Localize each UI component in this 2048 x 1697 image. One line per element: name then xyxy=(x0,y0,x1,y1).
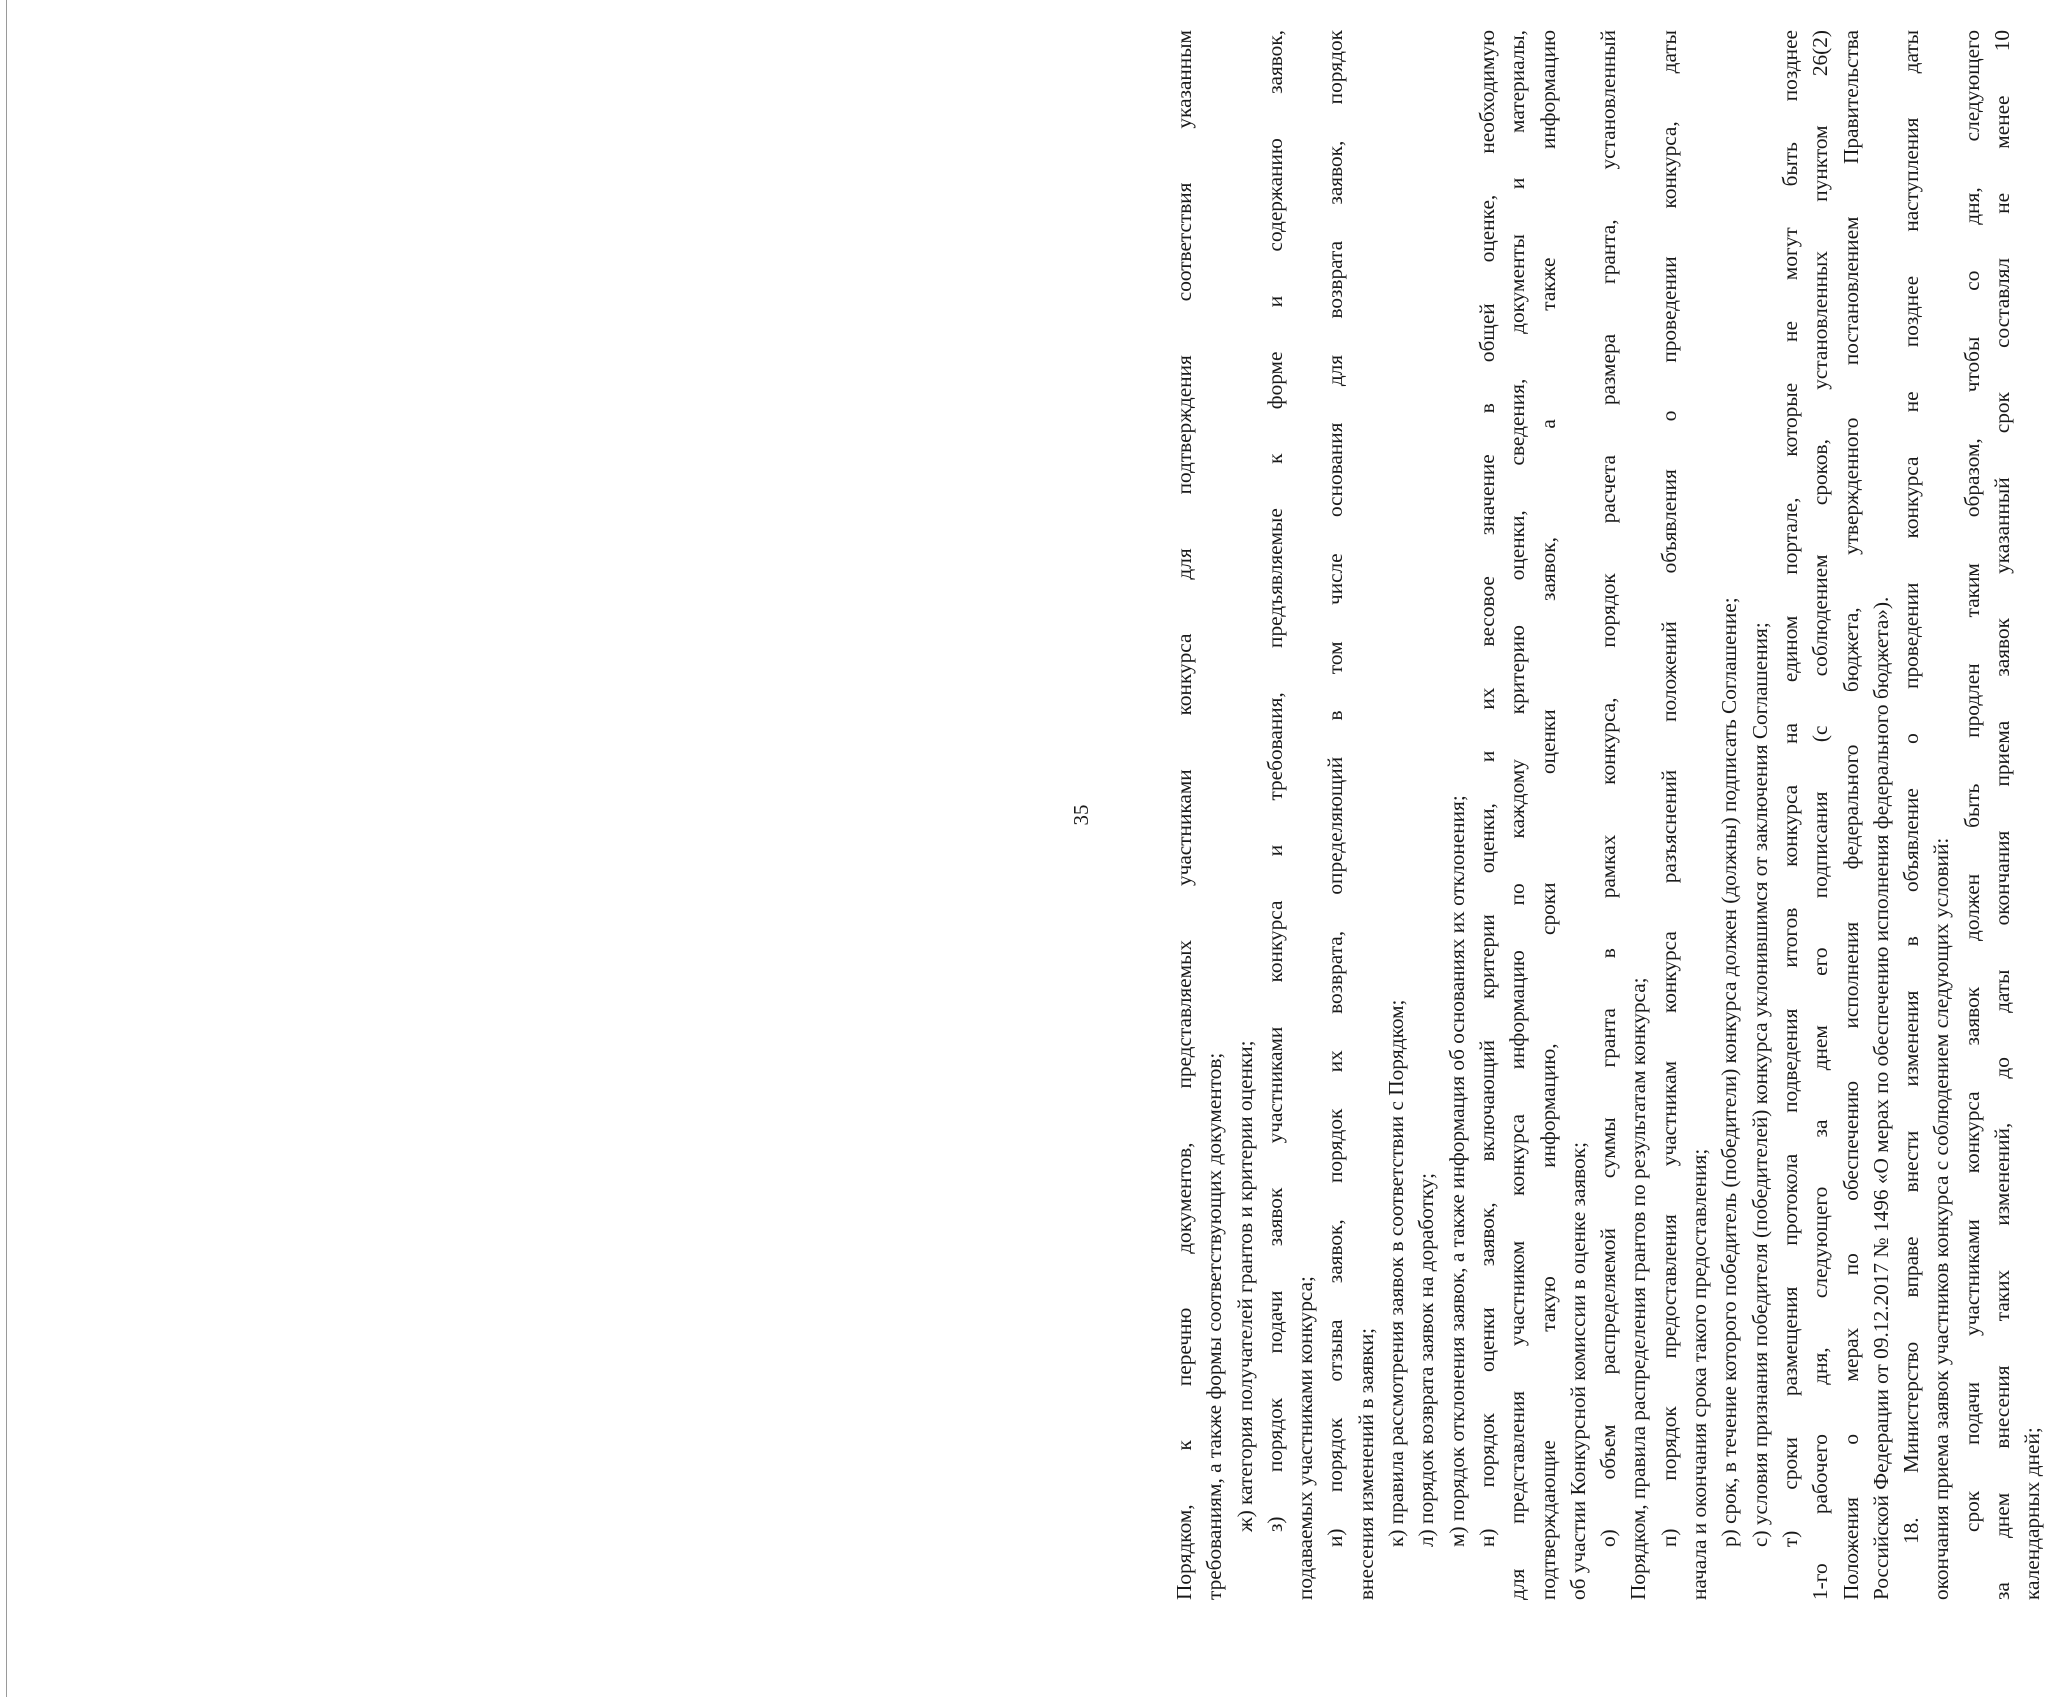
text-line: з) порядок подачи заявок участниками конкурса и требования, предъявляемые к форме и содержанию заявок, xyxy=(1262,30,1287,1532)
text-line: м) порядок отклонения заявок, а также информация об основаниях их отклонения; xyxy=(1444,795,1469,1547)
text-line: Положения о мерах по обеспечению исполнения федерального бюджета, утвержденного постановлением Правительства xyxy=(1838,30,1863,1600)
scan-edge-line xyxy=(6,0,7,1697)
text-line: о) объем распределяемой суммы гранта в рамках конкурса, порядок расчета размера гранта, установленный xyxy=(1596,30,1621,1547)
text-line: внесения изменений в заявки; xyxy=(1353,1327,1378,1600)
text-line: и) порядок отзыва заявок, порядок их возврата, определяющий в том числе основания для возврата заявок, порядок xyxy=(1323,30,1348,1547)
text-line: для представления участником конкурса информацию по каждому критерию оценки, сведения, документы и материалы, xyxy=(1505,30,1530,1600)
page-number: 35 xyxy=(1069,804,1093,826)
rotated-text-block xyxy=(1068,30,2048,1600)
text-line: н) порядок оценки заявок, включающий критерии оценки, и их весовое значение в общей оценке, необходимую xyxy=(1474,30,1499,1547)
text-line: п) порядок предоставления участникам конкурса разъяснений положений объявления о проведении конкурса, даты xyxy=(1656,30,1681,1547)
text-line: к) правила рассмотрения заявок в соответствии с Порядком; xyxy=(1384,999,1409,1547)
text-line: начала и окончания срока такого предоставления; xyxy=(1687,1148,1712,1600)
text-line: с) условия признания победителя (победителей) конкурса уклонившимся от заключения Соглашения; xyxy=(1747,622,1772,1547)
text-line: Порядком, правила распределения грантов по результатам конкурса; xyxy=(1626,977,1651,1600)
text-line: 1-го рабочего дня, следующего за днем его подписания (с соблюдением сроков, установленных пунктом 26(2) xyxy=(1808,30,1833,1600)
document-body xyxy=(1169,30,2048,1600)
text-line: л) порядок возврата заявок на доработку; xyxy=(1414,1172,1439,1547)
text-line: требованиям, а также формы соответствующих документов; xyxy=(1202,1052,1227,1600)
text-line: подаваемых участниками конкурса; xyxy=(1293,1276,1318,1600)
text-line: ж) категория получателей грантов и критерии оценки; xyxy=(1232,1040,1257,1532)
text-line: об участии Конкурсной комиссии в оценке заявок; xyxy=(1565,1141,1590,1600)
text-line: за днем внесения таких изменений, до даты окончания приема заявок указанный срок составлял не менее 10 xyxy=(1990,30,2015,1600)
text-line: окончания приема заявок участников конкурса с соблюдением следующих условий: xyxy=(1929,837,1954,1600)
text-line: календарных дней; xyxy=(2020,1427,2045,1600)
text-line: 18. Министерство вправе внести изменения в объявление о проведении конкурса не позднее наступления даты xyxy=(1899,30,1924,1544)
text-line: т) сроки размещения протокола подведения итогов конкурса на едином портале, которые не могут быть позднее xyxy=(1777,30,1802,1547)
text-line: срок подачи участниками конкурса заявок должен быть продлен таким образом, чтобы со дня, следующего xyxy=(1959,30,1984,1532)
text-line: р) срок, в течение которого победитель (победители) конкурса должен (должны) подписать Соглашение; xyxy=(1717,597,1742,1547)
text-line: подтверждающие такую информацию, сроки оценки заявок, а также информацию xyxy=(1535,30,1560,1600)
text-line: Порядком, к перечню документов, представляемых участниками конкурса для подтверждения соответствия указанным xyxy=(1172,30,1196,1600)
text-line: Российской Федерации от 09.12.2017 № 1496 «О мерах по обеспечению исполнения федерального бюджета»). xyxy=(1868,596,1893,1600)
